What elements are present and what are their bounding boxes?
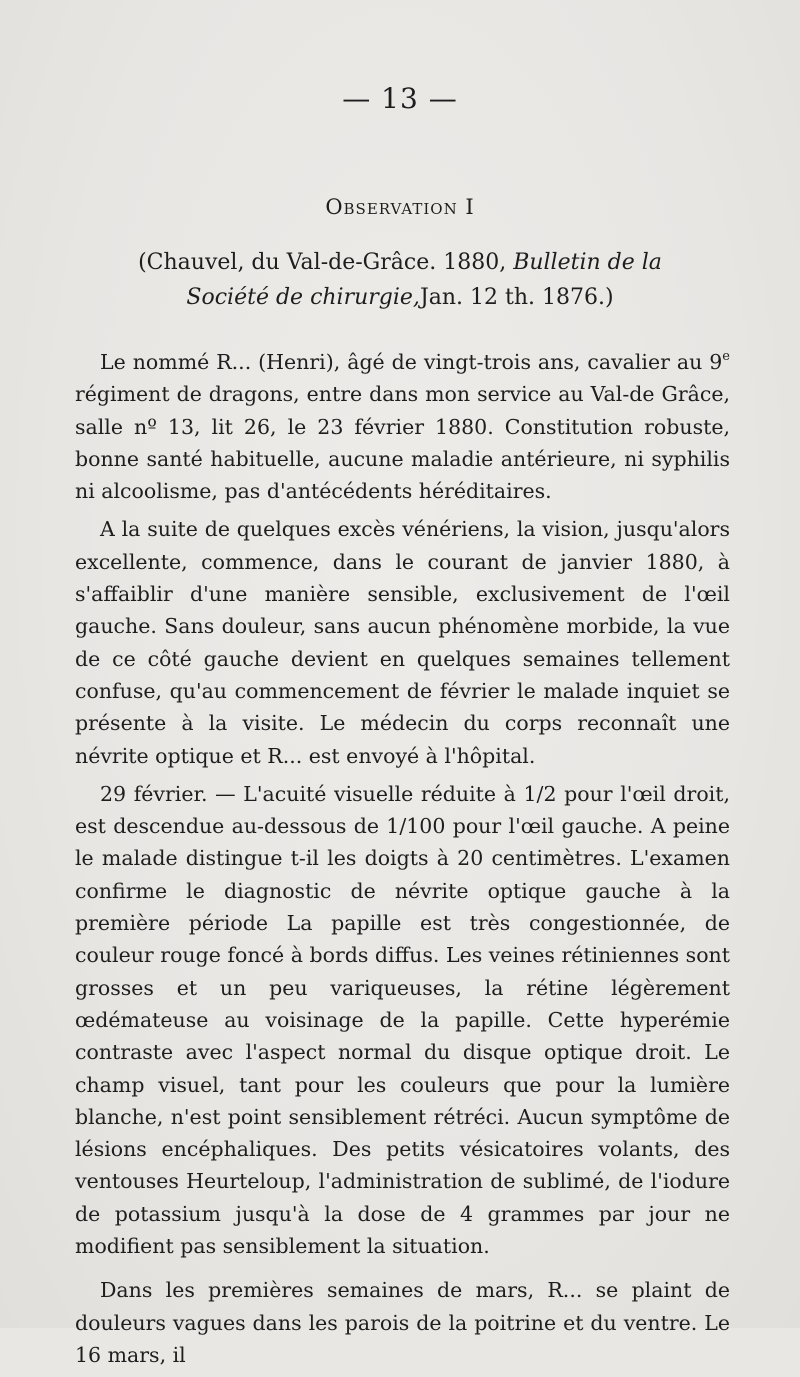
paragraph-3: 29 février. — L'acuité visuelle réduite à 1/2 pour l'œil droit, est descendue au-dessous de 1/100 pour l'œil gauche. A peine le malade distingue t-il les doigts à 20 centimètres. L'examen confirme le diagnostic de névrite optique gauche à la première période La papille est très congestionnée, de couleur rouge foncé à bords diffus. Les veines rétiniennes sont grosses et un peu variqueuses, la rétine légèrement œdémateuse au voisinage de la papille. Cette hyperémie contraste avec l'aspect normal du disque optique droit. Le champ visuel, tant pour les couleurs que pour la lumière blanche, n'est point sensiblement rétréci. Aucun symptôme de lésions encéphaliques. Des petits vésicatoires volants, des ventouses Heurteloup, l'administration de sublimé, de l'iodure de potassium jusqu'à la dose de 4 grammes par jour ne modifient pas sensiblement la situation.	[75, 781, 730, 1259]
citation-plain-2: Jan. 12 th. 1876.)	[419, 285, 614, 310]
paragraph-4: Dans les premières semaines de mars, R... se plaint de douleurs vagues dans les parois de la poitrine et du ventre. Le 16 mars, il	[75, 1278, 730, 1367]
paragraph-1-superscript: e	[722, 349, 730, 364]
paragraph-2: A la suite de quelques excès vénériens, la vision, jusqu'alors excellente, commence, dans le courant de janvier 1880, à s'affaiblir d'une manière sensible, exclusivement de l'œil gauche. Sans douleur, sans aucun phénomène morbide, la vue de ce côté gauche devient en quelques semaines tellement confuse, qu'au commencement de février le malade inquiet se présente à la visite. Le médecin du corps reconnaît une névrite optique et R... est envoyé à l'hôpital.	[75, 517, 730, 768]
citation-journal-1: Bulletin de la	[513, 250, 662, 275]
paragraph-1	[75, 346, 730, 507]
observation-title	[0, 195, 800, 219]
citation-plain-1: (Chauvel, du Val-de-Grâce. 1880,	[138, 250, 514, 275]
observation-title-text: Observation I	[325, 195, 475, 219]
citation	[90, 245, 710, 315]
citation-journal-2: Société de chirurgie,	[186, 285, 420, 310]
paragraph-1-part-b: régiment de dragons, entre dans mon service au Val-de Grâce, salle nº 13, lit 26, le 23 février 1880. Constitution robuste, bonne santé habituelle, aucune maladie antérieure, ni syphilis ni alcoolisme, pas d'antécédents héréditaires.	[75, 382, 730, 504]
page-number: — 13 —	[342, 82, 458, 115]
paragraph-1-part-a: Le nommé R... (Henri), âgé de vingt-trois ans, cavalier au 9	[100, 350, 723, 374]
body-text	[75, 346, 730, 1377]
